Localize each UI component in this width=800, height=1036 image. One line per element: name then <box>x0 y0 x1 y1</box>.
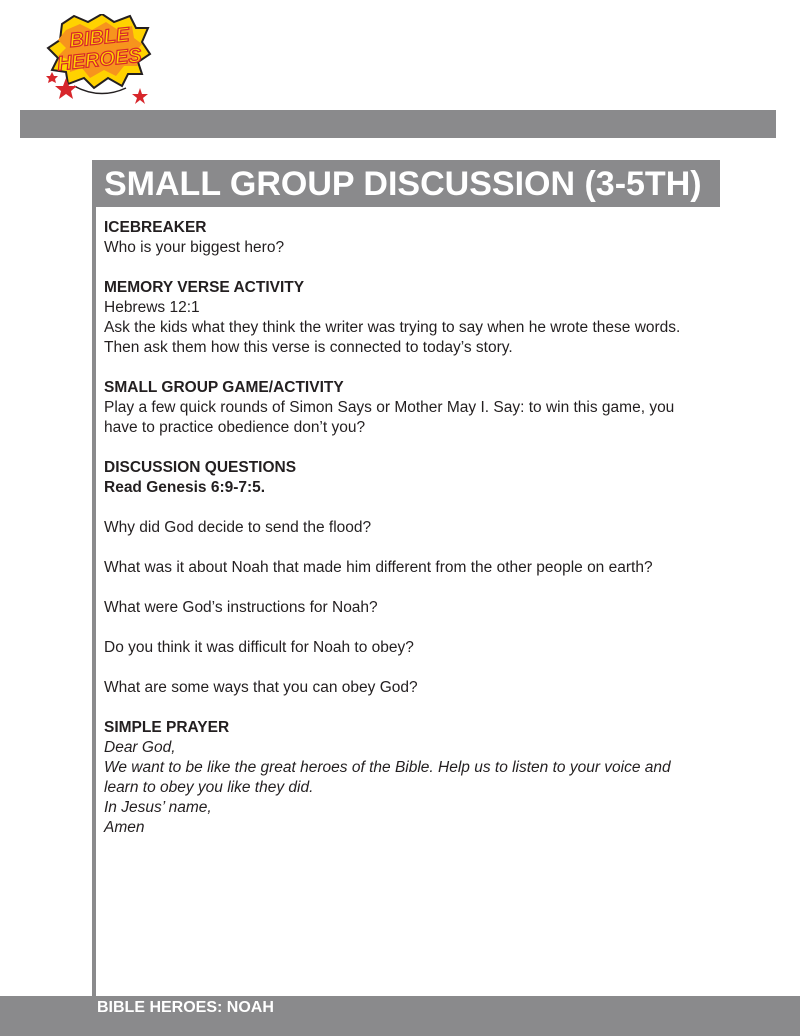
discussion-question: Why did God decide to send the flood? <box>104 519 372 536</box>
verse-reference: Hebrews 12:1 <box>104 299 200 316</box>
memory-verse-section <box>104 278 744 358</box>
bible-heroes-logo <box>44 14 156 110</box>
discussion-question: What was it about Noah that made him different from the other people on earth? <box>104 559 653 576</box>
prayer-section <box>104 718 744 838</box>
prayer-line: We want to be like the great heroes of the Bible. Help us to listen to your voice and <box>104 759 671 776</box>
footer-label: BIBLE HEROES: NOAH <box>97 999 274 1016</box>
content-area <box>104 218 744 858</box>
discussion-question: What are some ways that you can obey God? <box>104 679 418 696</box>
memory-verse-text: Ask the kids what they think the writer was trying to say when he wrote these words. <box>104 319 681 336</box>
discussion-question: What were God’s instructions for Noah? <box>104 599 378 616</box>
section-heading: DISCUSSION QUESTIONS <box>104 459 297 476</box>
logo-word-heroes: HEROES <box>56 44 143 76</box>
logo-word-bible: BIBLE <box>68 23 131 53</box>
red-star-icon <box>132 88 148 104</box>
memory-verse-text: Then ask them how this verse is connected to today’s story. <box>104 339 513 356</box>
left-rule-divider <box>92 160 96 996</box>
section-heading: ICEBREAKER <box>104 219 207 236</box>
scripture-reading: Read Genesis 6:9-7:5. <box>104 479 266 496</box>
page-title: SMALL GROUP DISCUSSION (3-5TH) <box>92 160 720 207</box>
section-heading: MEMORY VERSE ACTIVITY <box>104 279 305 296</box>
prayer-line: Dear God, <box>104 739 176 756</box>
prayer-line: Amen <box>104 819 145 836</box>
red-star-icon <box>46 72 58 83</box>
game-section <box>104 378 744 438</box>
icebreaker-text: Who is your biggest hero? <box>104 239 285 256</box>
icebreaker-section <box>104 218 744 258</box>
discussion-question: Do you think it was difficult for Noah to obey? <box>104 639 414 656</box>
game-text: have to practice obedience don’t you? <box>104 419 366 436</box>
prayer-line: In Jesus’ name, <box>104 799 212 816</box>
section-heading: SMALL GROUP GAME/ACTIVITY <box>104 379 344 396</box>
game-text: Play a few quick rounds of Simon Says or Mother May I. Say: to win this game, you <box>104 399 675 416</box>
prayer-line: learn to obey you like they did. <box>104 779 314 796</box>
section-heading: SIMPLE PRAYER <box>104 719 230 736</box>
discussion-section <box>104 458 744 698</box>
header-bar <box>20 110 776 138</box>
footer-bar <box>0 996 800 1036</box>
